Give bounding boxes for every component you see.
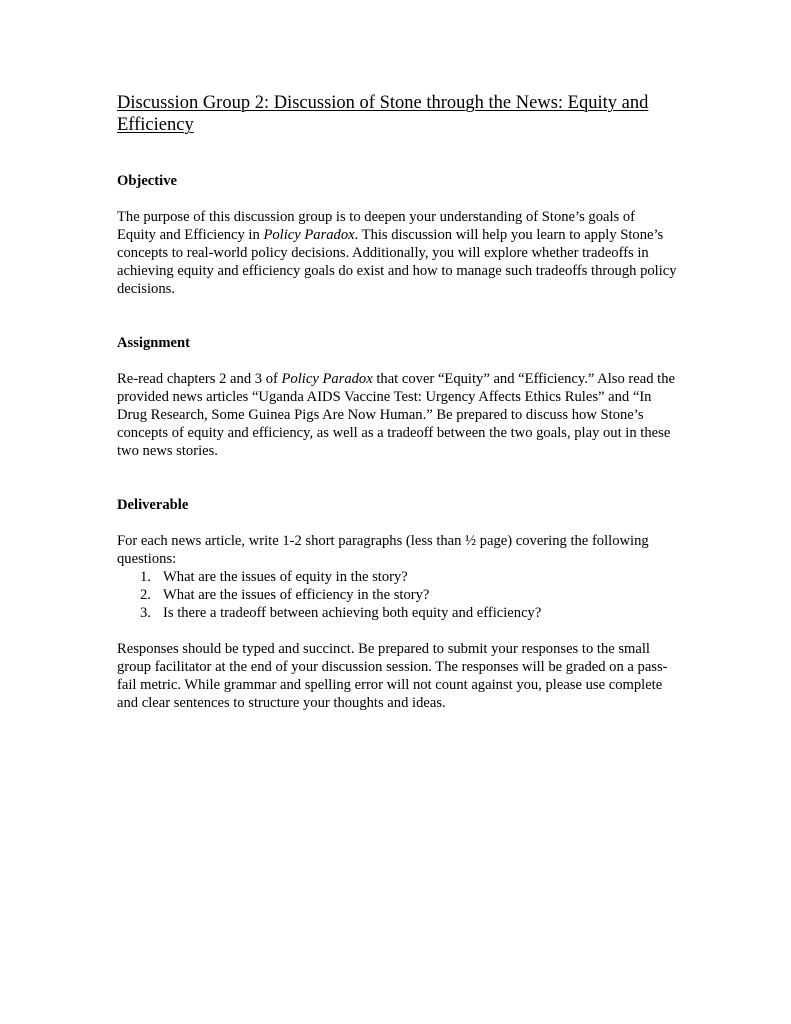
objective-paragraph — [117, 208, 677, 298]
list-item — [117, 604, 677, 622]
list-item-text: What are the issues of equity in the story? — [163, 569, 408, 585]
list-item-text: What are the issues of efficiency in the story? — [163, 587, 430, 603]
document-title: Discussion Group 2: Discussion of Stone through the News: Equity and Efficiency — [117, 93, 649, 135]
objective-text-1: The purpose of this discussion group is to deepen your understanding of Stone’s goals of Equity and Efficiency in — [117, 209, 636, 243]
assignment-book-title: Policy Paradox — [281, 371, 373, 387]
deliverable-intro: For each news article, write 1-2 short paragraphs (less than ½ page) covering the following questions: — [117, 533, 649, 567]
list-item-text: Is there a tradeoff between achieving both equity and efficiency? — [163, 605, 542, 621]
assignment-paragraph — [117, 370, 677, 460]
deliverable-heading: Deliverable — [117, 497, 189, 513]
list-item-number: 2. — [140, 587, 151, 603]
assignment-text-2: that cover “Equity” and “Efficiency.” Also read the provided news articles “Uganda AIDS Vaccine Test: Urgency Affects Ethics Rules” and “In Drug Research, Some Guinea Pigs Are Now Human.” Be prepared to discuss how Stone’s concepts of equity and efficiency, as well as a tradeoff between the two goals, play out in these two news stories. — [117, 371, 675, 459]
list-item — [117, 586, 677, 604]
assignment-text-1: Re-read chapters 2 and 3 of — [117, 371, 282, 387]
objective-heading: Objective — [117, 173, 177, 189]
assignment-heading: Assignment — [117, 335, 190, 351]
question-list — [117, 568, 677, 622]
list-item-number: 3. — [140, 605, 151, 621]
objective-book-title: Policy Paradox — [263, 227, 355, 243]
responses-paragraph: Responses should be typed and succinct. Be prepared to submit your responses to the small group facilitator at the end of your discussion session. The responses will be graded on a pass-fail metric. While grammar and spelling error will not count against you, please use complete and clear sentences to structure your thoughts and ideas. — [117, 641, 668, 711]
list-item — [117, 568, 677, 586]
list-item-number: 1. — [140, 569, 151, 585]
objective-text-2: . This discussion will help you learn to apply Stone’s concepts to real-world policy decisions. Additionally, you will explore whether tradeoffs in achieving equity and efficiency goals do exist and how to manage such tradeoffs through policy decisions. — [117, 227, 677, 297]
document-page — [117, 92, 677, 712]
